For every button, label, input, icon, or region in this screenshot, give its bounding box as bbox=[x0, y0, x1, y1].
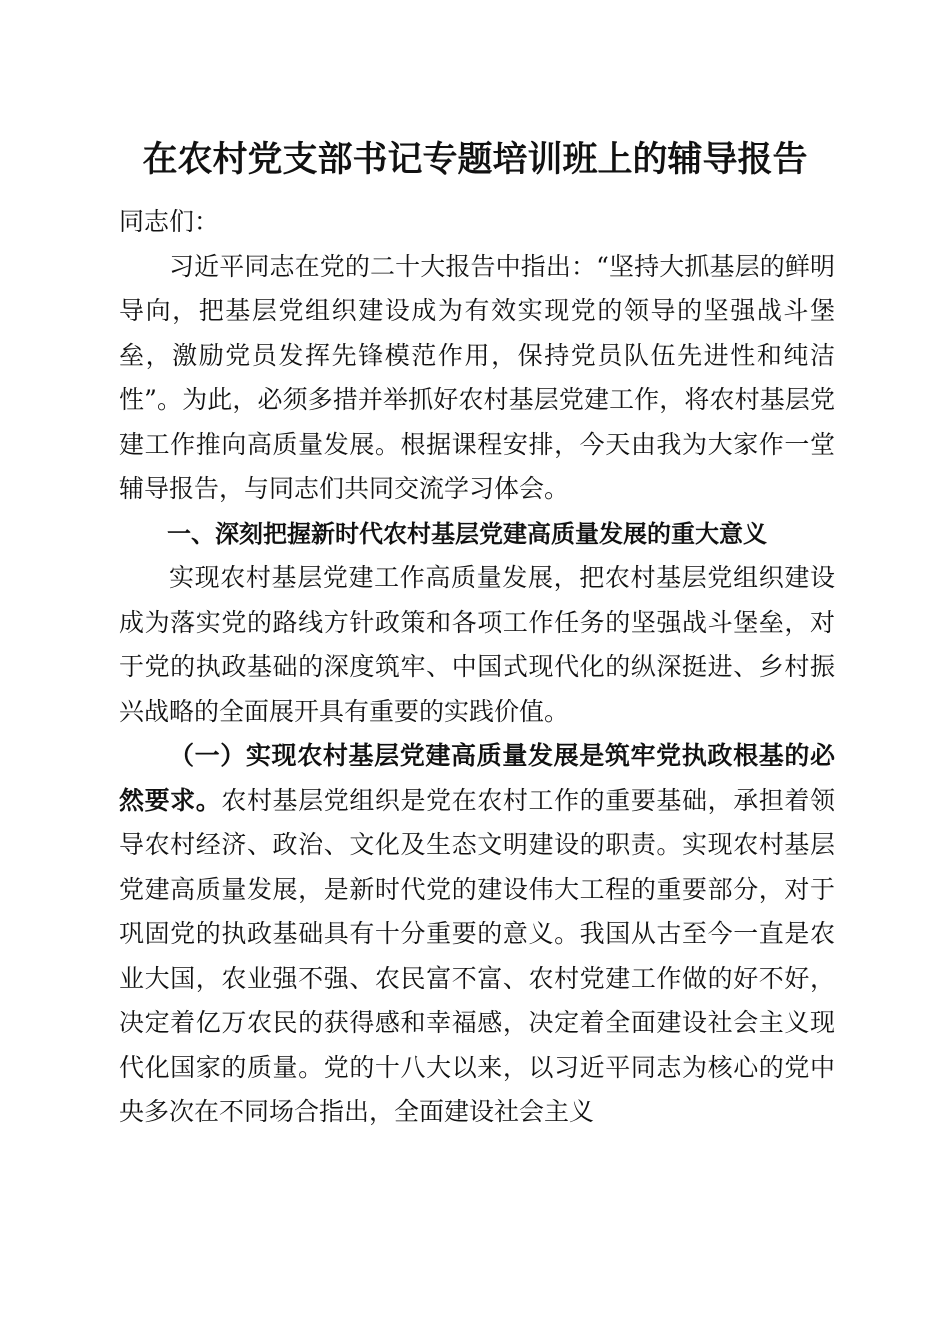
subsection-1-text: 农村基层党组织是党在农村工作的重要基础，承担着领导农村经济、政治、文化及生态文明建设的职责。实现农村基层党建高质量发展，是新时代党的建设伟大工程的重要部分，对于巩固党的执政基础具有十分重要的意义。我国从古至今一直是农业大国，农业强不强、农民富不富、农村党建工作做的好不好，决定着亿万农民的获得感和幸福感，决定着全面建设社会主义现代化国家的质量。党的十八大以来，以习近平同志为核心的党中央多次在不同场合指出，全面建设社会主义 bbox=[119, 785, 835, 1126]
document-title: 在农村党支部书记专题培训班上的辅导报告 bbox=[142, 139, 808, 180]
subsection-1-lead: （一）实现农村基层党建高质量发展是筑牢党执政根基的必然要求。 bbox=[119, 741, 835, 815]
intro-paragraph: 习近平同志在党的二十大报告中指出：“坚持大抓基层的鲜明导向，把基层党组织建设成为有效实现党的领导的坚强战斗堡垒，激励党员发挥先锋模范作用，保持党员队伍先进性和纯洁性”。为此，必须多措并举抓好农村基层党建工作，将农村基层党建工作推向高质量发展。根据课程安排，今天由我为大家作一堂辅导报告，与同志们共同交流学习体会。 bbox=[119, 251, 835, 503]
section-1-paragraph: 实现农村基层党建工作高质量发展，把农村基层党组织建设成为落实党的路线方针政策和各项工作任务的坚强战斗堡垒，对于党的执政基础的深度筑牢、中国式现代化的纵深挺进、乡村振兴战略的全面展开具有重要的实践价值。 bbox=[119, 563, 835, 726]
salutation: 同志们： bbox=[119, 207, 220, 236]
document-body bbox=[119, 200, 835, 1135]
section-1-heading: 一、深刻把握新时代农村基层党建高质量发展的重大意义 bbox=[167, 519, 767, 548]
subsection-1-paragraph bbox=[119, 734, 835, 1135]
